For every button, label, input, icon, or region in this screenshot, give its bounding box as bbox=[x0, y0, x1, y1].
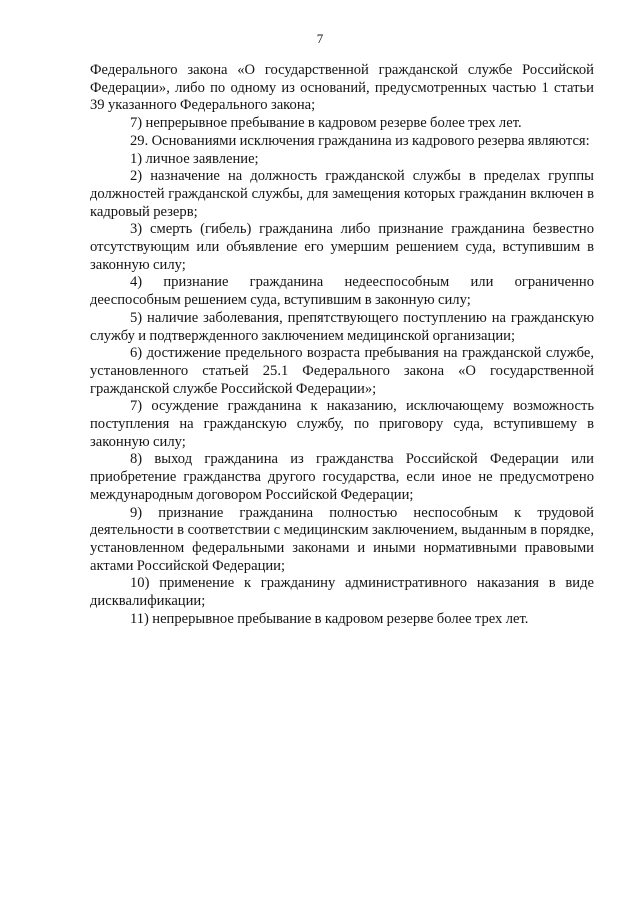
paragraph-item-6: 6) достижение предельного возраста пребывания на гражданской службе, установленного статьей 25.1 Федерального закона «О государственной гражданской службе Российской Федерации»; bbox=[90, 345, 594, 397]
paragraph-item-9: 9) признание гражданина полностью неспособным к трудовой деятельности в соответствии с медицинским заключением, выданным в порядке, установленном федеральными законами и иными нормативными правовыми актами Российской Федерации; bbox=[90, 504, 594, 574]
paragraph-item-5: 5) наличие заболевания, препятствующего поступлению на гражданскую службу и подтвержденного заключением медицинской организации; bbox=[90, 309, 594, 344]
paragraph-section-29: 29. Основаниями исключения гражданина из кадрового резерва являются: bbox=[130, 132, 590, 149]
paragraph-item-8: 8) выход гражданина из гражданства Российской Федерации или приобретение гражданства другого государства, если иное не предусмотрено международным договором Российской Федерации; bbox=[90, 451, 594, 503]
document-body bbox=[90, 62, 594, 629]
paragraph-item-3: 3) смерть (гибель) гражданина либо признание гражданина безвестно отсутствующим или объявление его умершим решением суда, вступившим в законную силу; bbox=[90, 221, 594, 273]
paragraph-item-7: 7) непрерывное пребывание в кадровом резерве более трех лет. bbox=[130, 115, 522, 132]
page-number: 7 bbox=[316, 31, 324, 46]
paragraph-item-10: 10) применение к гражданину административного наказания в виде дисквалификации; bbox=[90, 575, 594, 610]
paragraph-item-2: 2) назначение на должность гражданской службы в пределах группы должностей гражданской службы, для замещения которых гражданин включен в кадровый резерв; bbox=[90, 168, 594, 220]
paragraph-item-11: 11) непрерывное пребывание в кадровом резерве более трех лет. bbox=[130, 610, 529, 627]
paragraph-continuation: Федерального закона «О государственной гражданской службе Российской Федерации», либо по одному из оснований, предусмотренных частью 1 статьи 39 указанного Федерального закона; bbox=[90, 62, 594, 114]
paragraph-item-1: 1) личное заявление; bbox=[130, 150, 259, 167]
paragraph-item-4: 4) признание гражданина недееспособным или ограниченно дееспособным решением суда, вступившим в законную силу; bbox=[90, 274, 594, 309]
paragraph-item-7-conviction: 7) осуждение гражданина к наказанию, исключающему возможность поступления на гражданскую службу, по приговору суда, вступившему в законную силу; bbox=[90, 398, 594, 450]
